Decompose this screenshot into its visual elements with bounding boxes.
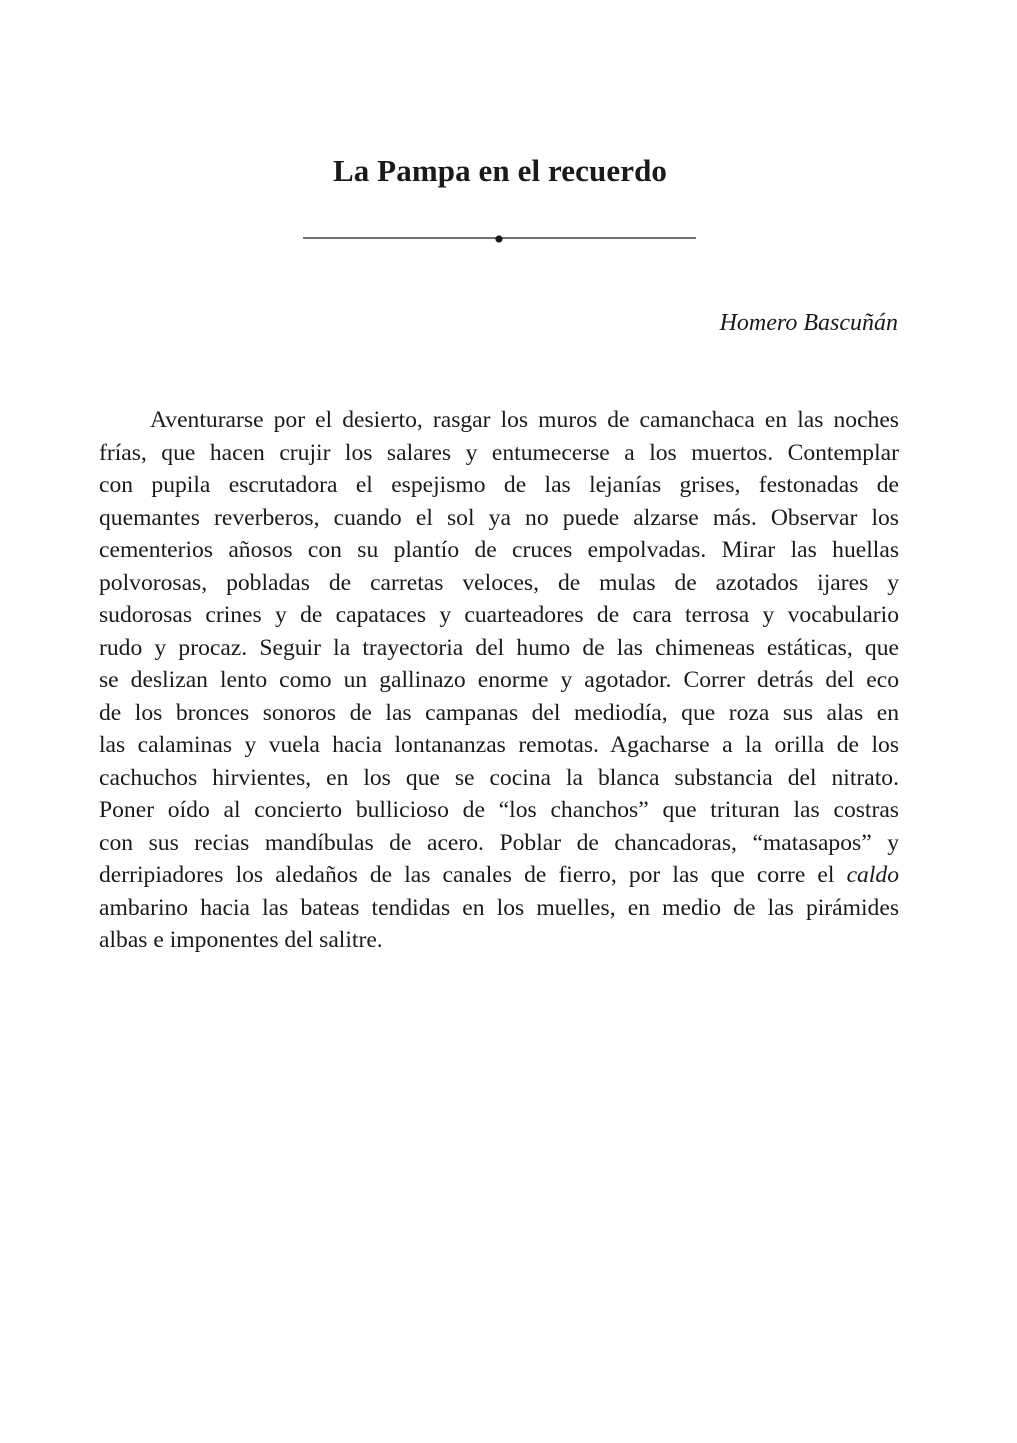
paragraph-line: rudo y procaz. Seguir la trayectoria del humo de las chimeneas estáticas, que: [99, 634, 899, 661]
paragraph-line: las calaminas y vuela hacia lontananzas remotas. Agacharse a la orilla de los: [99, 732, 899, 758]
paragraph-line: Aventurarse por el desierto, rasgar los muros de camanchaca en las noches: [150, 407, 899, 433]
paragraph-line: quemantes reverberos, cuando el sol ya no puede alzarse más. Observar los: [99, 504, 899, 531]
paragraph-line: cementerios añosos con su plantío de cruces empolvadas. Mirar las huellas: [99, 537, 899, 563]
author-name: Homero Bascuñán: [719, 310, 898, 336]
body-paragraph: [99, 404, 899, 957]
paragraph-line: frías, que hacen crujir los salares y entumecerse a los muertos. Contemplar: [99, 439, 899, 466]
paragraph-line: cachuchos hirvientes, en los que se cocina la blanca substancia del nitrato.: [99, 764, 899, 791]
page-title: La Pampa en el recuerdo: [332, 153, 668, 188]
paragraph-line: con pupila escrutadora el espejismo de las lejanías grises, festonadas de: [99, 472, 899, 498]
paragraph-line: se deslizan lento como un gallinazo enorme y agotador. Correr detrás del eco: [99, 667, 899, 693]
paragraph-line: Poner oído al concierto bullicioso de “los chanchos” que trituran las costras: [99, 797, 899, 823]
paragraph-line: albas e imponentes del salitre.: [99, 927, 383, 953]
paragraph-line-text: derripiadores los aledaños de las canales de fierro, por las que corre el: [99, 862, 847, 888]
title-divider-ornament: [303, 229, 696, 247]
paragraph-line: de los bronces sonoros de las campanas del mediodía, que roza sus alas en: [99, 699, 899, 726]
paragraph-line: sudorosas crines y de capataces y cuarteadores de cara terrosa y vocabulario: [99, 602, 899, 628]
paragraph-line: ambarino hacia las bateas tendidas en los muelles, en medio de las pirámides: [99, 894, 899, 921]
italic-word: caldo: [846, 862, 899, 888]
paragraph-line: [99, 859, 899, 892]
paragraph-line: con sus recias mandíbulas de acero. Poblar de chancadoras, “matasapos” y: [99, 829, 899, 856]
paragraph-line: polvorosas, pobladas de carretas veloces, de mulas de azotados ijares y: [99, 569, 899, 596]
